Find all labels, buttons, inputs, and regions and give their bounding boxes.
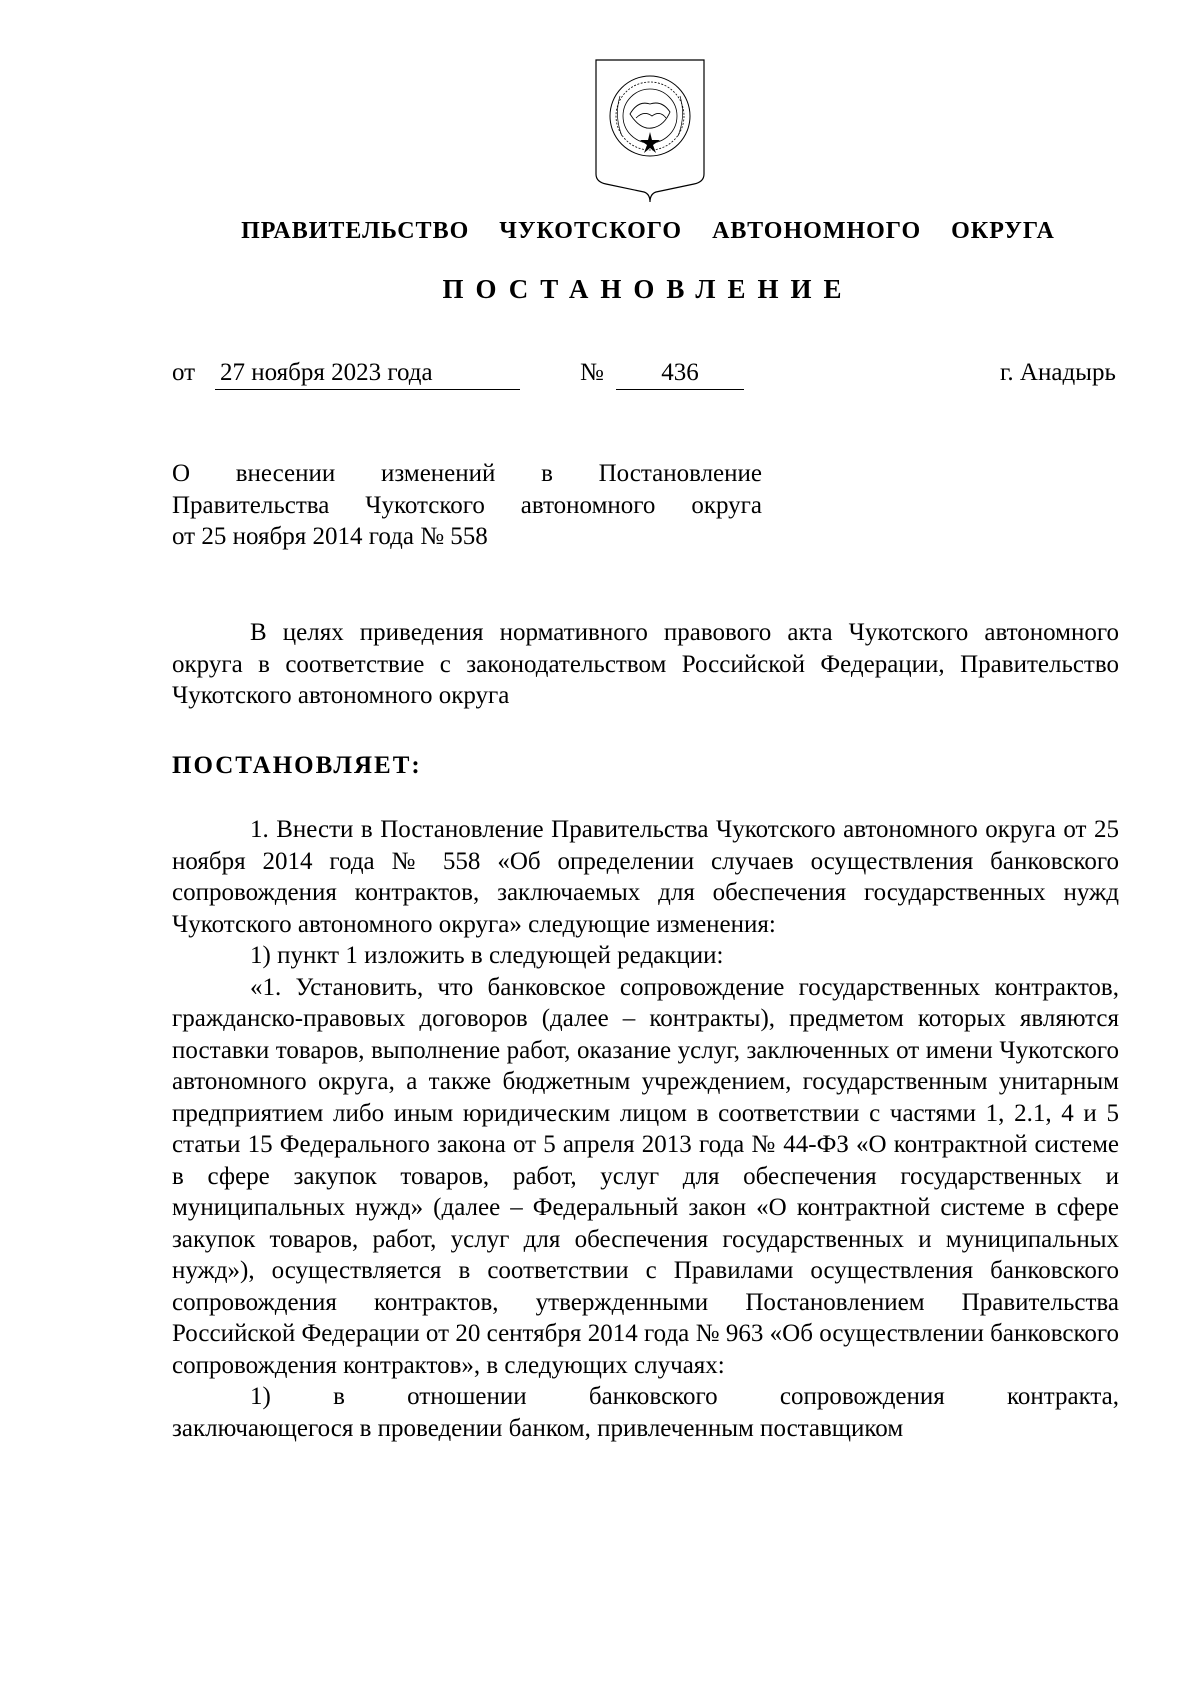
chukotka-coat-of-arms-icon — [590, 56, 710, 204]
subject-line-1: О внесении изменений в Постановление — [172, 460, 762, 487]
body-paragraph-5: заключающегося в проведении банком, привлеченным поставщиком — [172, 1414, 904, 1442]
document-subject — [172, 458, 762, 553]
subject-line-2: Правительства Чукотского автономного округа — [172, 491, 762, 519]
document-number-text: 436 — [661, 359, 699, 386]
document-type-title: ПОСТАНОВЛЕНИЕ — [442, 274, 854, 304]
resolves-heading: ПОСТАНОВЛЯЕТ: — [172, 752, 422, 779]
body-paragraph-2: 1) пункт 1 изложить в следующей редакции: — [250, 942, 724, 969]
number-prefix: № — [580, 359, 604, 386]
preamble-block — [172, 617, 1119, 712]
organization-title: ПРАВИТЕЛЬСТВО ЧУКОТСКОГО АВТОНОМНОГО ОКРУГА — [241, 218, 1055, 244]
body-paragraph-3: «1. Установить, что банковское сопровождение государственных контрактов, гражданско-правовых договоров (далее – контракты), предметом которых являются поставки товаров, выполнение работ, оказание услуг, заключенных от имени Чукотского автономного округа, а также бюджетным учреждением, государственным унитарным предприятием либо иным юридическим лицом в соответствии с частями 1, 2.1, 4 и 5 статьи 15 Федерального закона от 5 апреля 2013 года № 44-ФЗ «О контрактной системе в сфере закупок товаров, работ, услуг для обеспечения государственных и муниципальных нужд» (далее – Федеральный закон «О контрактной системе в сфере закупок товаров, работ, услуг для обеспечения государственных и муниципальных нужд»), осуществляется в соответствии с Правилами осуществления банковского сопровождения контрактов, утвержденными Постановлением Правительства Российской Федерации от 20 сентября 2014 года № 963 «Об осуществлении банковского сопровождения контрактов», в следующих случаях: — [172, 973, 1119, 1379]
subject-line-3: от 25 ноября 2014 года № 558 — [172, 523, 488, 550]
body-paragraph-4: 1) в отношении банковского сопровождения контракта, — [250, 1383, 1119, 1410]
document-meta-row — [0, 357, 1200, 397]
document-city: г. Анадырь — [1000, 359, 1116, 386]
document-date — [215, 357, 520, 390]
date-prefix: от — [172, 359, 196, 386]
document-date-text: 27 ноября 2023 года — [220, 359, 433, 386]
preamble-paragraph: В целях приведения нормативного правового акта Чукотского автономного округа в соответствие с законодательством Российской Федерации, Правительство Чукотского автономного округа — [172, 619, 1119, 709]
body-block — [172, 814, 1119, 1444]
document-number — [616, 357, 744, 390]
body-paragraph-1: 1. Внести в Постановление Правительства Чукотского автономного округа от 25 ноября 2014 года № 558 «Об определении случаев осуществления банковского сопровождения контрактов, заключаемых для обеспечения государственных нужд Чукотского автономного округа» следующие изменения: — [172, 816, 1119, 938]
